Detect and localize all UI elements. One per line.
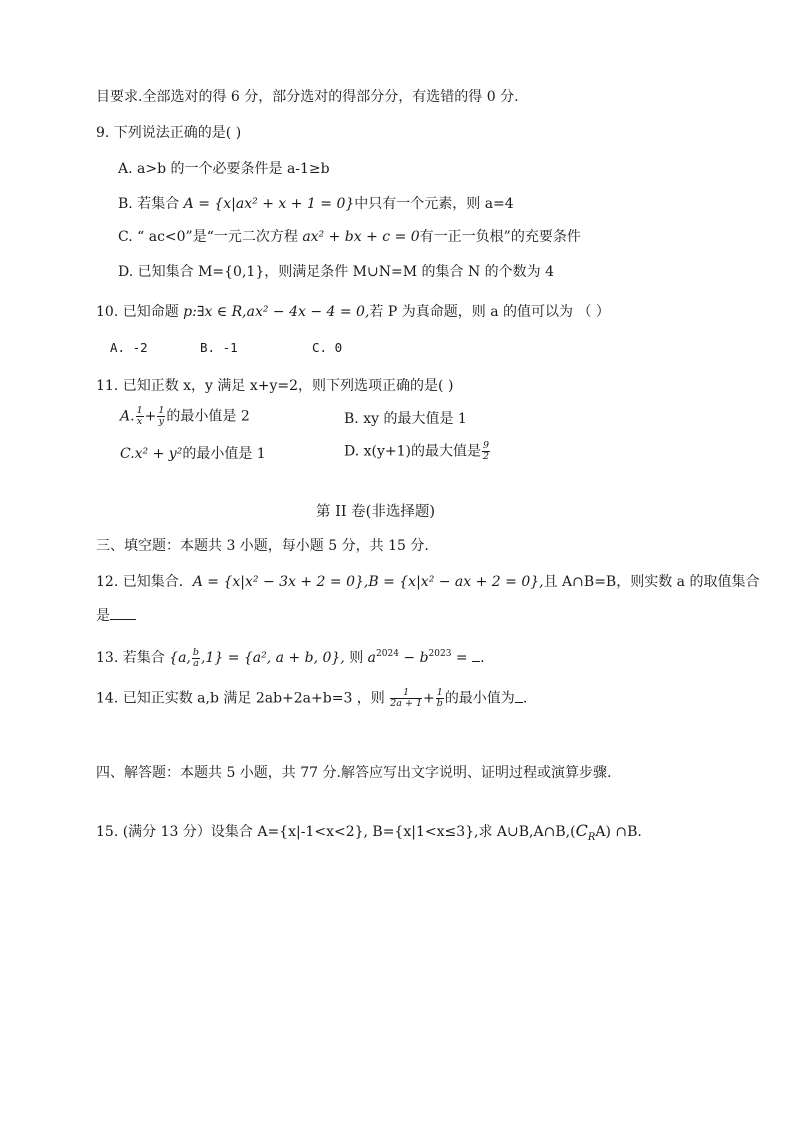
q9-option-c: C. “ ac<0”是“一元二次方程 ax² + bx + c = 0有一正一负根”的充要条件 <box>118 229 581 245</box>
q11-option-c: C.x² + y²的最小值是 1 <box>120 446 266 462</box>
section-four-heading: 四、解答题：本题共 5 小题，共 77 分.解答应写出文字说明、证明过程或演算步骤. <box>96 765 612 781</box>
q11-stem: 11. 已知正数 x，y 满足 x+y=2，则下列选项正确的是( ) <box>96 378 454 394</box>
q12-line-1: 12. 已知集合．A = {x|x² − 3x + 2 = 0},B = {x|x² − ax + 2 = 0},且 A∩B=B，则实数 a 的取值集合 <box>96 574 760 590</box>
q9-option-a: A. a>b 的一个必要条件是 a-1≥b <box>118 161 330 177</box>
q9-option-d: D. 已知集合 M={0,1}，则满足条件 M∪N=M 的集合 N 的个数为 4 <box>118 264 555 280</box>
q10-option-c: C. 0 <box>312 340 343 355</box>
q11-option-d: D. x(y+1)的最大值是 $\frac{9}{2}$ <box>344 440 490 462</box>
answer-blank <box>515 690 523 703</box>
part-two-title: 第 II 卷(非选择题) <box>316 504 435 520</box>
answer-blank <box>472 649 480 662</box>
q10-stem: 10. 已知命题 p:∃x ∈ R,ax² − 4x − 4 = 0,若 P 为真命题，则 a 的值可以为 （ ） <box>96 304 610 320</box>
instructions-line: 目要求.全部选对的得 6 分，部分选对的得部分分，有选错的得 0 分. <box>96 89 519 105</box>
q11-option-a: A. $\frac{1}{x}$ + $\frac{1}{y}$ 的最小值是 2 <box>120 405 250 427</box>
q10-option-a: A. -2 <box>110 340 148 355</box>
fraction-9-over-2: $\frac{9}{2}$ <box>483 440 490 462</box>
q14: 14. 已知正实数 a,b 满足 2ab+2a+b=3 ，则 $\frac{1}{2a + 1}$ + $\frac{1}{b}$ 的最小值为 . <box>96 687 528 709</box>
q10-option-b: B. -1 <box>200 340 238 355</box>
q13: 13. 若集合 {a, $\frac{b}{a}$ ,1} = {a², a + b, 0}, 则 $a^{2024} - b^{2023}$ = . <box>96 646 485 669</box>
fraction-1-over-x: $\frac{1}{x}$ <box>136 405 143 427</box>
q15: 15. (满分 13 分）设集合 A={x|-1<x<2}, B={x|1<x≤3},求 $A\cup B,A\cap B,(C_RA)$ ∩B. <box>96 821 642 843</box>
q12-line-2: 是 <box>96 607 136 625</box>
fraction-b-over-a: $\frac{b}{a}$ <box>192 646 199 669</box>
fraction-1-over-2a-plus-1: $\frac{1}{2a + 1}$ <box>390 687 423 709</box>
answer-blank <box>110 607 136 620</box>
q9-option-b: B. 若集合 A = {x|ax² + x + 1 = 0}中只有一个元素，则 a=4 <box>118 196 514 212</box>
section-three-heading: 三、填空题：本题共 3 小题，每小题 5 分，共 15 分. <box>96 538 429 554</box>
q11-option-b: B. xy 的最大值是 1 <box>344 411 467 427</box>
q9-stem: 9. 下列说法正确的是( ) <box>96 125 242 141</box>
fraction-1-over-b: $\frac{1}{b}$ <box>436 687 443 709</box>
fraction-1-over-y: $\frac{1}{y}$ <box>158 405 165 427</box>
